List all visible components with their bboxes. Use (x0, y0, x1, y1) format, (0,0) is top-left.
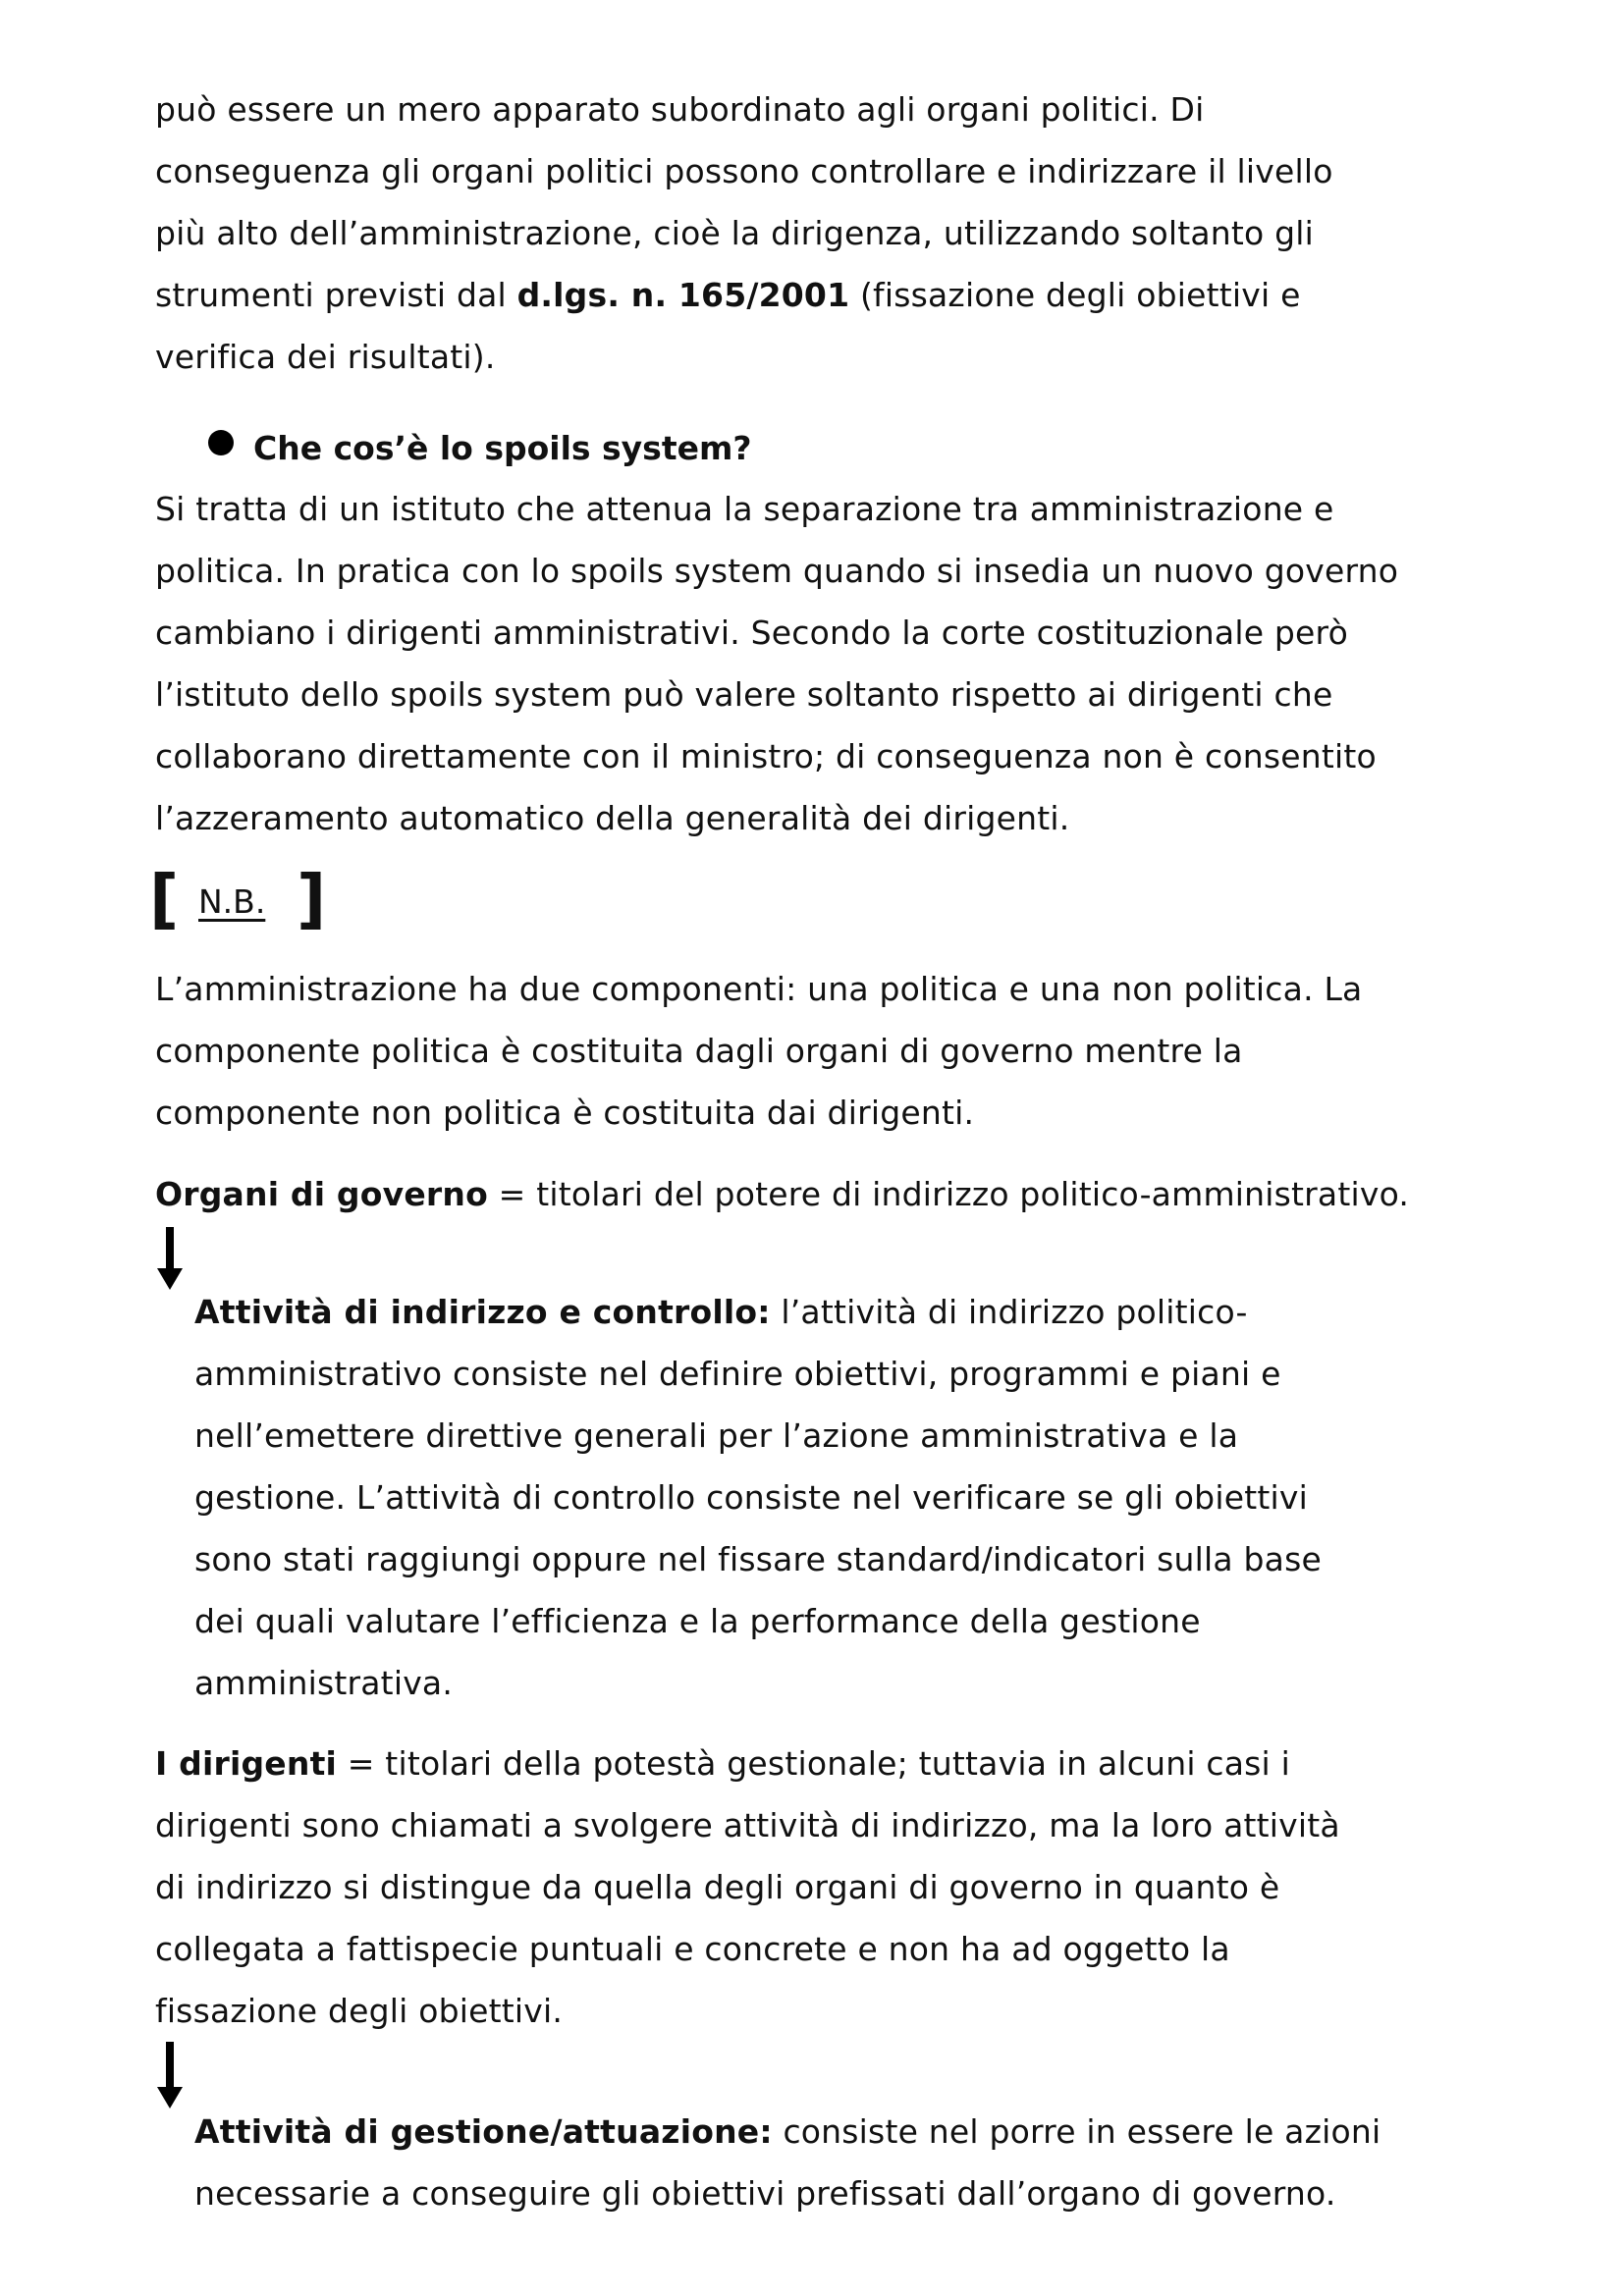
gestione-line-2: necessarie a conseguire gli obiettivi prefissati dall’organo di governo. (194, 2174, 1336, 2213)
indirizzo-line-6: dei quali valutare l’efficienza e la performance della gestione (194, 1602, 1201, 1640)
dirigenti-term: I dirigenti (155, 1744, 338, 1783)
intro-line-4-pre: strumenti previsti dal (155, 276, 517, 314)
dirigenti-line-1-text: = titolari della potestà gestionale; tuttavia in alcuni casi i (337, 1744, 1290, 1783)
dirigenti-line-4: collegata a fattispecie puntuali e concrete e non ha ad oggetto la (155, 1930, 1230, 1968)
components-line-3: componente non politica è costituita dai dirigenti. (155, 1094, 975, 1132)
dirigenti-line-1 (155, 1733, 1530, 1794)
gestione-paragraph (194, 2101, 1471, 2224)
nb-close-bracket: ] (297, 861, 327, 936)
spoils-line-3: cambiano i dirigenti amministrativi. Secondo la corte costituzionale però (155, 614, 1348, 652)
intro-line-1: può essere un mero apparato subordinato agli organi politici. Di (155, 90, 1205, 129)
question-heading: Che cos’è lo spoils system? (253, 429, 752, 467)
law-reference: d.lgs. n. 165/2001 (516, 276, 850, 314)
organi-term: Organi di governo (155, 1175, 488, 1213)
spoils-line-1: Si tratta di un istituto che attenua la separazione tra amministrazione e (155, 490, 1334, 528)
gestione-term: Attività di gestione/attuazione: (194, 2112, 773, 2151)
gestione-line-1-text: consiste nel porre in essere le azioni (772, 2112, 1381, 2151)
indirizzo-paragraph (194, 1281, 1471, 1714)
components-paragraph (155, 958, 1530, 1144)
dirigenti-line-2: dirigenti sono chiamati a svolgere attività di indirizzo, ma la loro attività (155, 1806, 1340, 1844)
dirigenti-line-3: di indirizzo si distingue da quella degli organi di governo in quanto è (155, 1868, 1280, 1906)
dirigenti-line-5: fissazione degli obiettivi. (155, 1992, 564, 2030)
spoils-line-5: collaborano direttamente con il ministro; di conseguenza non è consentito (155, 737, 1377, 775)
indirizzo-term: Attività di indirizzo e controllo: (194, 1293, 771, 1331)
spoils-line-2: politica. In pratica con lo spoils system quando si insedia un nuovo governo (155, 552, 1399, 590)
indirizzo-line-1-text: l’attività di indirizzo politico- (770, 1293, 1248, 1331)
spoils-paragraph (155, 478, 1530, 849)
organi-text: = titolari del potere di indirizzo politico-amministrativo. (487, 1175, 1410, 1213)
indirizzo-line-4: gestione. L’attività di controllo consiste nel verificare se gli obiettivi (194, 1478, 1308, 1517)
intro-line-4-post: (fissazione degli obiettivi e (849, 276, 1301, 314)
indirizzo-line-3: nell’emettere direttive generali per l’azione amministrativa e la (194, 1416, 1239, 1455)
components-line-2: componente politica è costituita dagli organi di governo mentre la (155, 1032, 1243, 1070)
nb-label: N.B. (198, 882, 266, 921)
gestione-line-1 (194, 2101, 1471, 2163)
bullet-icon (208, 430, 234, 455)
intro-line-3: più alto dell’amministrazione, cioè la dirigenza, utilizzando soltanto gli (155, 214, 1314, 252)
components-line-1: L’amministrazione ha due componenti: una politica e una non politica. La (155, 970, 1363, 1008)
intro-paragraph (155, 79, 1530, 388)
organi-line (155, 1163, 1530, 1225)
indirizzo-line-2: amministrativo consiste nel definire obiettivi, programmi e piani e (194, 1355, 1281, 1393)
spoils-line-6: l’azzeramento automatico della generalità dei dirigenti. (155, 799, 1070, 837)
indirizzo-line-1 (194, 1281, 1471, 1343)
nb-open-bracket: [ (149, 861, 180, 936)
organi-definition (155, 1163, 1530, 1225)
indirizzo-line-5: sono stati raggiungi oppure nel fissare standard/indicatori sulla base (194, 1540, 1322, 1578)
indirizzo-line-7: amministrativa. (194, 1664, 454, 1702)
intro-line-5: verifica dei risultati). (155, 338, 496, 376)
spoils-line-4: l’istituto dello spoils system può valere soltanto rispetto ai dirigenti che (155, 675, 1333, 714)
intro-line-2: conseguenza gli organi politici possono controllare e indirizzare il livello (155, 152, 1333, 190)
intro-line-4 (155, 264, 1530, 326)
dirigenti-paragraph (155, 1733, 1530, 2042)
